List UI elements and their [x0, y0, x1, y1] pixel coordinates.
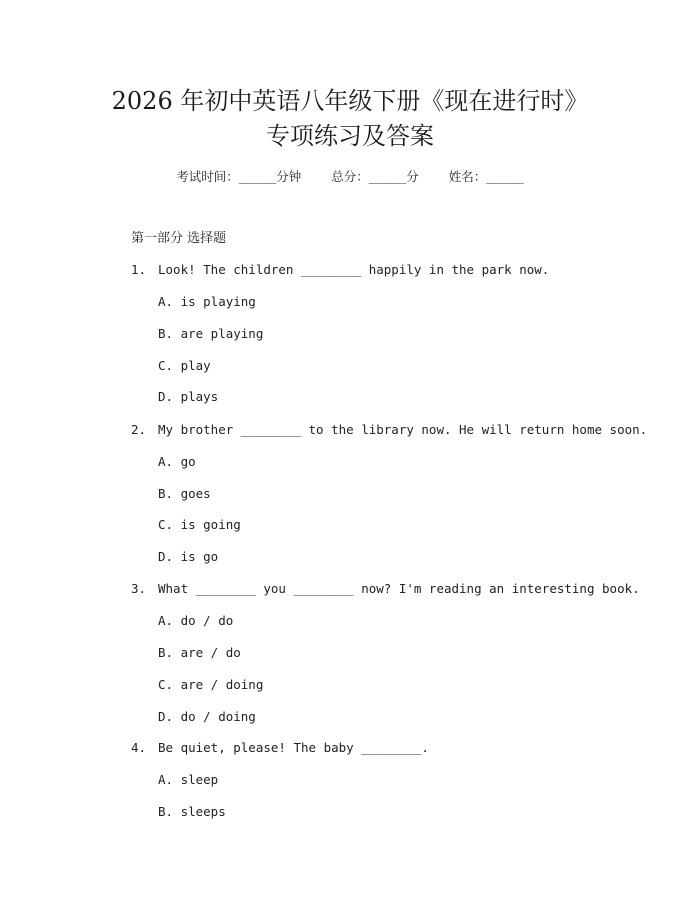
question-text: My brother ________ to the library now. He will return home soon.	[158, 422, 648, 437]
option-c: C. play	[158, 358, 211, 373]
exam-time: 考试时间：______分钟	[176, 169, 302, 184]
option-b: B. goes	[158, 486, 211, 501]
section-heading: 第一部分 选择题	[131, 231, 227, 246]
option-b: B. sleeps	[158, 804, 226, 819]
option-d: D. is go	[158, 549, 219, 564]
option-a: A. sleep	[158, 772, 219, 787]
option-b: B. are / do	[158, 645, 241, 660]
option-c: C. is going	[158, 517, 241, 532]
option-d: D. do / doing	[158, 709, 256, 724]
option-d: D. plays	[158, 389, 219, 404]
question-number: 4.	[131, 740, 147, 755]
exam-total-score: 总分：______分	[331, 169, 419, 184]
exam-name-field: 姓名：______	[448, 169, 524, 184]
question-number: 1.	[131, 262, 147, 277]
document-title-line-2: 专项练习及答案	[266, 122, 434, 150]
exam-info	[0, 168, 700, 186]
question-text: What ________ you ________ now? I'm reading an interesting book.	[158, 581, 640, 596]
question-text: Be quiet, please! The baby ________.	[158, 740, 429, 755]
question-number: 2.	[131, 422, 147, 437]
option-a: A. is playing	[158, 294, 256, 309]
option-a: A. go	[158, 454, 196, 469]
option-c: C. are / doing	[158, 677, 264, 692]
question-text: Look! The children ________ happily in the park now.	[158, 262, 550, 277]
document-title-line-1: 2026 年初中英语八年级下册《现在进行时》	[111, 87, 589, 115]
question-number: 3.	[131, 581, 147, 596]
option-a: A. do / do	[158, 613, 234, 628]
option-b: B. are playing	[158, 326, 264, 341]
